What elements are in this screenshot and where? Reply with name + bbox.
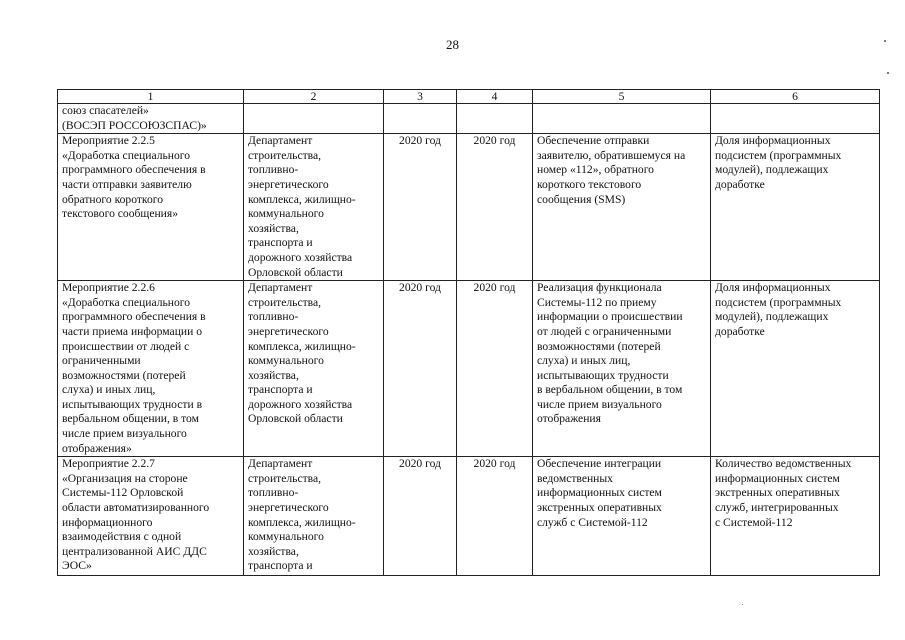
end-year-cell xyxy=(457,104,533,134)
start-year-cell xyxy=(384,104,457,134)
result-cell: Обеспечение интеграции ведомственных информационных систем экстренных оперативных служб с Системой-112 xyxy=(533,457,711,576)
event-cell: Мероприятие 2.2.6 «Доработка специального программного обеспечения в части приема информации о происшествии от людей с ограниченными возможностями (потерей слуха) и иных лиц, испытывающих трудности в вербальном общении, в том числе прием визуального отображения» xyxy=(58,281,244,457)
result-cell: Обеспечение отправки заявителю, обратившемуся на номер «112», обратного короткого текстового сообщения (SMS) xyxy=(533,134,711,281)
table-row xyxy=(58,281,880,457)
department-cell xyxy=(244,104,384,134)
page-number: 28 xyxy=(446,37,459,52)
result-cell xyxy=(533,104,711,134)
table-row xyxy=(58,134,880,281)
column-header: 5 xyxy=(533,90,711,104)
scan-speck xyxy=(742,604,743,605)
start-year-cell: 2020 год xyxy=(384,281,457,457)
event-cell: союз спасателей» (ВОСЭП РОССОЮЗСПАС)» xyxy=(58,104,244,134)
end-year-cell: 2020 год xyxy=(457,281,533,457)
column-header: 3 xyxy=(384,90,457,104)
end-year-cell: 2020 год xyxy=(457,134,533,281)
start-year-cell: 2020 год xyxy=(384,457,457,576)
indicator-cell: Количество ведомственных информационных систем экстренных оперативных служб, интегрированных с Системой-112 xyxy=(711,457,880,576)
department-cell: Департамент строительства, топливно- энергетического комплекса, жилищно- коммунального хозяйства, транспорта и дорожного хозяйства Орловской области xyxy=(244,134,384,281)
result-cell: Реализация функционала Системы-112 по приему информации о происшествии от людей с ограниченными возможностями (потерей слуха) и иных лиц, испытывающих трудности в вербальном общении, в том числе прием визуального отображения xyxy=(533,281,711,457)
scan-speck xyxy=(887,72,889,74)
table-header-row xyxy=(58,90,880,104)
event-cell: Мероприятие 2.2.5 «Доработка специального программного обеспечения в части отправки заявителю обратного короткого текстового сообщения» xyxy=(58,134,244,281)
department-cell: Департамент строительства, топливно- энергетического комплекса, жилищно- коммунального хозяйства, транспорта и xyxy=(244,457,384,576)
table-row xyxy=(58,457,880,576)
measures-table xyxy=(57,89,880,576)
end-year-cell: 2020 год xyxy=(457,457,533,576)
event-cell: Мероприятие 2.2.7 «Организация на стороне Системы-112 Орловской области автоматизированного информационного взаимодействия с одной централизованной АИС ДДС ЭОС» xyxy=(58,457,244,576)
column-header: 4 xyxy=(457,90,533,104)
department-cell: Департамент строительства, топливно- энергетического комплекса, жилищно- коммунального хозяйства, транспорта и дорожного хозяйства Орловской области xyxy=(244,281,384,457)
indicator-cell xyxy=(711,104,880,134)
column-header: 6 xyxy=(711,90,880,104)
column-header: 2 xyxy=(244,90,384,104)
scan-speck xyxy=(884,40,886,42)
indicator-cell: Доля информационных подсистем (программных модулей), подлежащих доработке xyxy=(711,281,880,457)
indicator-cell: Доля информационных подсистем (программных модулей), подлежащих доработке xyxy=(711,134,880,281)
table-row xyxy=(58,104,880,134)
start-year-cell: 2020 год xyxy=(384,134,457,281)
column-header: 1 xyxy=(58,90,244,104)
